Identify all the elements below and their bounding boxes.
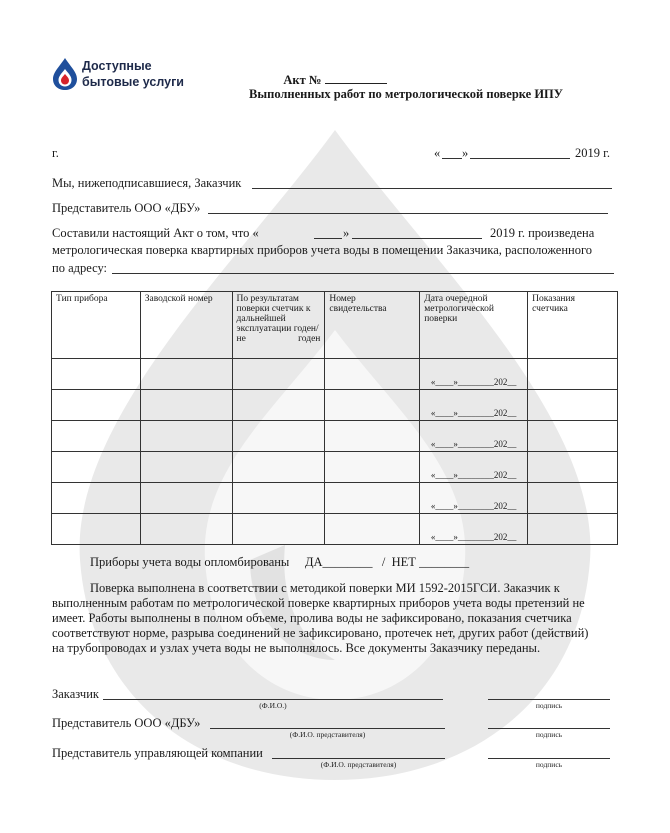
- verification-text: метрологическая поверка квартирных приборов учета воды в помещении Заказчика, расположенного: [52, 243, 593, 257]
- composed-text-left: Составили настоящий Акт о том, что «: [52, 226, 259, 240]
- seal-yes[interactable]: ДА________: [304, 555, 373, 569]
- cell-next-date[interactable]: «____»________202__: [420, 452, 528, 483]
- signature-customer-sign-caption: подпись: [535, 701, 563, 710]
- cell-certificate[interactable]: [325, 390, 420, 421]
- paragraph-line-2: выполненным работам по метрологической поверке квартирных приборов учета воды претензий не: [52, 596, 585, 610]
- paragraph-line-5: на трубопроводах и узлах учета воды не выполнялось. Все документы Заказчику переданы.: [52, 641, 541, 655]
- cell-serial-number[interactable]: [140, 390, 232, 421]
- header-next-verification-date: Дата очередной метрологической поверки: [420, 292, 528, 359]
- customer-line-label: Мы, нижеподписавшиеся, Заказчик: [52, 176, 242, 190]
- table-row: [52, 452, 618, 483]
- act-title: [0, 72, 670, 88]
- signature-dbu-name-line[interactable]: [210, 728, 445, 729]
- cell-fitness[interactable]: [232, 359, 325, 390]
- header-certificate-number: Номер свидетельства: [325, 292, 420, 359]
- cell-serial-number[interactable]: [140, 359, 232, 390]
- header-meter-readings: Показания счетчика: [528, 292, 618, 359]
- paragraph-line-3: имеет. Работы выполнены в полном объеме, пролива воды не зафиксировано, показания счетчика: [52, 611, 572, 625]
- city-prefix: г.: [52, 146, 59, 160]
- date-month-blank: [470, 158, 570, 159]
- header-device-type: Тип прибора: [52, 292, 141, 359]
- header-serial-number: Заводской номер: [140, 292, 232, 359]
- address-blank: [112, 273, 614, 274]
- cell-fitness[interactable]: [232, 452, 325, 483]
- act-label: Акт №: [283, 73, 322, 87]
- date-close-quote: »: [462, 146, 469, 160]
- table-row: [52, 390, 618, 421]
- date-open-quote: «: [434, 146, 441, 160]
- signature-management-caption: (Ф.И.О. представителя): [320, 760, 397, 769]
- date-day-blank: [442, 158, 462, 159]
- cell-certificate[interactable]: [325, 483, 420, 514]
- signature-customer-caption: (Ф.И.О.): [259, 701, 287, 710]
- logo-line1: Доступные: [82, 59, 152, 73]
- cell-certificate[interactable]: [325, 452, 420, 483]
- signature-customer-name-line[interactable]: [103, 699, 443, 700]
- composed-day-blank: [314, 238, 342, 239]
- seal-text: Приборы учета воды опломбированы: [90, 555, 290, 569]
- cell-readings[interactable]: [528, 421, 618, 452]
- cell-fitness[interactable]: [232, 421, 325, 452]
- signature-dbu-caption: (Ф.И.О. представителя): [289, 730, 366, 739]
- table-header-row: [52, 292, 618, 359]
- cell-serial-number[interactable]: [140, 421, 232, 452]
- cell-next-date[interactable]: «____»________202__: [420, 359, 528, 390]
- cell-fitness[interactable]: [232, 483, 325, 514]
- meters-table: [51, 291, 618, 545]
- cell-readings[interactable]: [528, 359, 618, 390]
- cell-next-date[interactable]: «____»________202__: [420, 514, 528, 545]
- table-row: [52, 421, 618, 452]
- cell-fitness[interactable]: [232, 390, 325, 421]
- seal-line: [90, 555, 469, 570]
- signature-management-sign-caption: подпись: [535, 760, 563, 769]
- paragraph-line-1: Поверка выполнена в соответствии с методикой поверки МИ 1592-2015ГСИ. Заказчик к: [90, 581, 560, 595]
- table-row: [52, 359, 618, 390]
- signature-dbu-label: Представитель ООО «ДБУ»: [52, 716, 201, 730]
- representative-blank: [208, 213, 608, 214]
- cell-certificate[interactable]: [325, 421, 420, 452]
- seal-no[interactable]: НЕТ ________: [391, 555, 470, 569]
- cell-next-date[interactable]: «____»________202__: [420, 483, 528, 514]
- act-number-blank: [325, 72, 387, 84]
- logo-line2: бытовые услуги: [82, 75, 184, 89]
- signature-dbu-sign-line[interactable]: [488, 728, 610, 729]
- cell-next-date[interactable]: «____»________202__: [420, 390, 528, 421]
- signature-management-name-line[interactable]: [272, 758, 445, 759]
- cell-fitness[interactable]: [232, 514, 325, 545]
- signature-dbu-sign-caption: подпись: [535, 730, 563, 739]
- cell-device-type[interactable]: [52, 421, 141, 452]
- signature-customer-label: Заказчик: [52, 687, 99, 701]
- cell-readings[interactable]: [528, 514, 618, 545]
- cell-serial-number[interactable]: [140, 452, 232, 483]
- cell-readings[interactable]: [528, 483, 618, 514]
- signature-management-sign-line[interactable]: [488, 758, 610, 759]
- cell-certificate[interactable]: [325, 359, 420, 390]
- composed-text-mid: »: [343, 226, 350, 240]
- cell-device-type[interactable]: [52, 359, 141, 390]
- cell-device-type[interactable]: [52, 514, 141, 545]
- cell-device-type[interactable]: [52, 390, 141, 421]
- cell-readings[interactable]: [528, 390, 618, 421]
- signature-management-label: Представитель управляющей компании: [52, 746, 263, 760]
- paragraph-line-4: соответствуют норме, разрыва соединений не зафиксировано, протечек нет, других работ (действий): [52, 626, 589, 640]
- composed-month-blank: [352, 238, 482, 239]
- signature-customer-sign-line[interactable]: [488, 699, 610, 700]
- customer-blank: [252, 188, 612, 189]
- table-row: [52, 483, 618, 514]
- header-fitness: По результатам поверки счетчик к дальнейшей эксплуатации годен/не годен: [232, 292, 325, 359]
- cell-next-date[interactable]: «____»________202__: [420, 421, 528, 452]
- cell-device-type[interactable]: [52, 483, 141, 514]
- table-row: [52, 514, 618, 545]
- address-label: по адресу:: [52, 261, 108, 275]
- representative-line-label: Представитель ООО «ДБУ»: [52, 201, 201, 215]
- act-subtitle: Выполненных работ по метрологической поверке ИПУ: [249, 87, 563, 101]
- cell-device-type[interactable]: [52, 452, 141, 483]
- composed-text-right: 2019 г. произведена: [490, 226, 595, 240]
- cell-certificate[interactable]: [325, 514, 420, 545]
- date-year: 2019 г.: [575, 146, 610, 160]
- seal-separator: /: [381, 555, 386, 569]
- cell-serial-number[interactable]: [140, 483, 232, 514]
- cell-serial-number[interactable]: [140, 514, 232, 545]
- cell-readings[interactable]: [528, 452, 618, 483]
